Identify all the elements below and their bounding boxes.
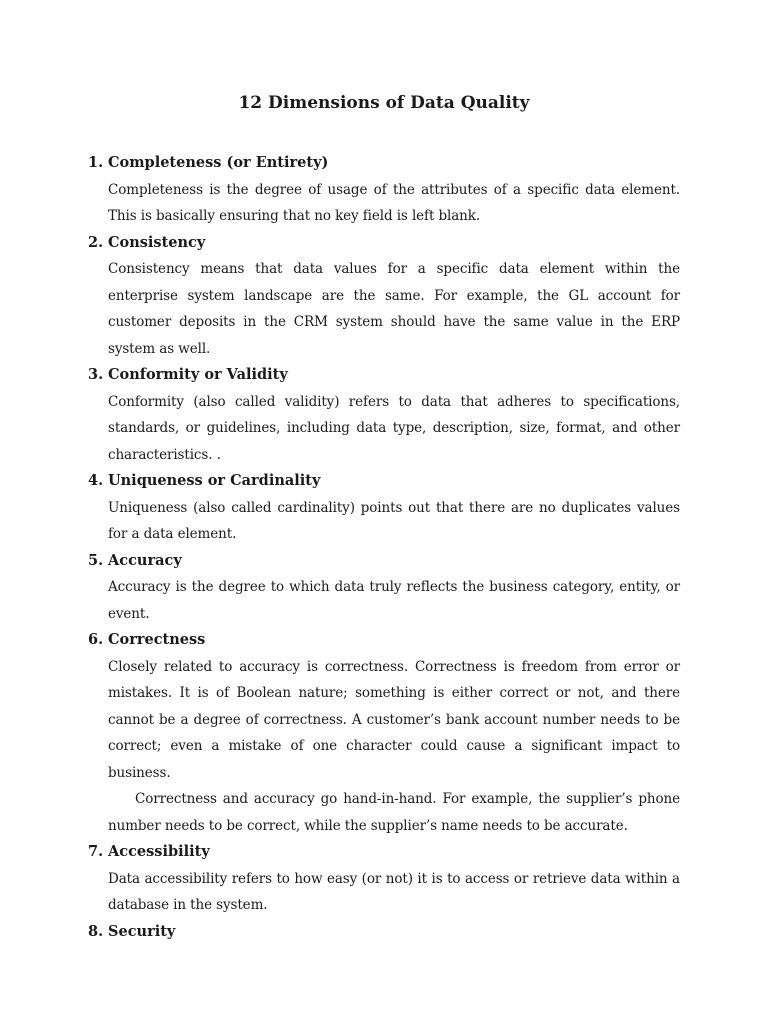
item-paragraph: Correctness and accuracy go hand-in-hand. For example, the supplier’s phone number needs to be correct, while the supplier’s name needs to be accurate. (108, 791, 680, 834)
item-paragraph: Completeness is the degree of usage of the attributes of a specific data element. This is basically ensuring that no key field is left blank. (108, 181, 680, 224)
item-heading-row (88, 627, 680, 654)
item-heading: Accessibility (108, 843, 210, 860)
item-body (108, 495, 680, 548)
dimensions-list (88, 150, 680, 945)
item-heading-row (88, 468, 680, 495)
item-heading-row (88, 548, 680, 575)
item-body (108, 177, 680, 230)
item-heading-row (88, 839, 680, 866)
item-number: 3. (88, 366, 104, 383)
item-body (108, 389, 680, 469)
list-item (88, 150, 680, 230)
list-item (88, 919, 680, 946)
item-heading-row (88, 150, 680, 177)
list-item (88, 468, 680, 548)
item-paragraph: Consistency means that data values for a specific data element within the enterprise system landscape are the same. For example, the GL account for customer deposits in the CRM system should have the same value in the ERP system as well. (108, 261, 680, 357)
item-body (108, 574, 680, 627)
item-heading: Uniqueness or Cardinality (108, 472, 321, 489)
item-paragraph: Conformity (also called validity) refers to data that adheres to specifications, standards, or guidelines, including data type, description, size, format, and other characteristics. . (108, 393, 680, 463)
item-number: 7. (88, 843, 104, 860)
item-number: 1. (88, 154, 104, 171)
item-body (108, 866, 680, 919)
item-heading-row (88, 919, 680, 946)
list-item (88, 230, 680, 363)
item-heading: Consistency (108, 233, 206, 251)
item-number: 2. (88, 233, 104, 251)
item-paragraph: Accuracy is the degree to which data truly reflects the business category, entity, or event. (108, 579, 680, 622)
item-heading: Completeness (or Entirety) (108, 154, 329, 171)
item-heading-row (88, 230, 680, 257)
item-paragraph: Closely related to accuracy is correctness. Correctness is freedom from error or mistakes. It is of Boolean nature; something is either correct or not, and there cannot be a degree of correctness. A customer’s bank account number needs to be correct; even a mistake of one character could cause a significant impact to business. (108, 658, 680, 781)
item-number: 4. (88, 472, 104, 489)
item-paragraph: Uniqueness (also called cardinality) points out that there are no duplicates values for a data element. (108, 499, 680, 542)
item-body (108, 654, 680, 840)
item-heading: Security (108, 922, 176, 940)
item-body (108, 256, 680, 362)
item-heading-row (88, 362, 680, 389)
item-heading: Conformity or Validity (108, 366, 288, 383)
list-item (88, 548, 680, 628)
document-title: 12 Dimensions of Data Quality (238, 93, 530, 113)
item-number: 5. (88, 551, 104, 569)
item-heading: Correctness (108, 631, 206, 648)
list-item (88, 627, 680, 839)
item-number: 8. (88, 922, 104, 940)
item-heading: Accuracy (108, 551, 182, 569)
list-item (88, 362, 680, 468)
item-paragraph: Data accessibility refers to how easy (or not) it is to access or retrieve data within a database in the system. (108, 870, 680, 913)
list-item (88, 839, 680, 919)
item-number: 6. (88, 631, 104, 648)
